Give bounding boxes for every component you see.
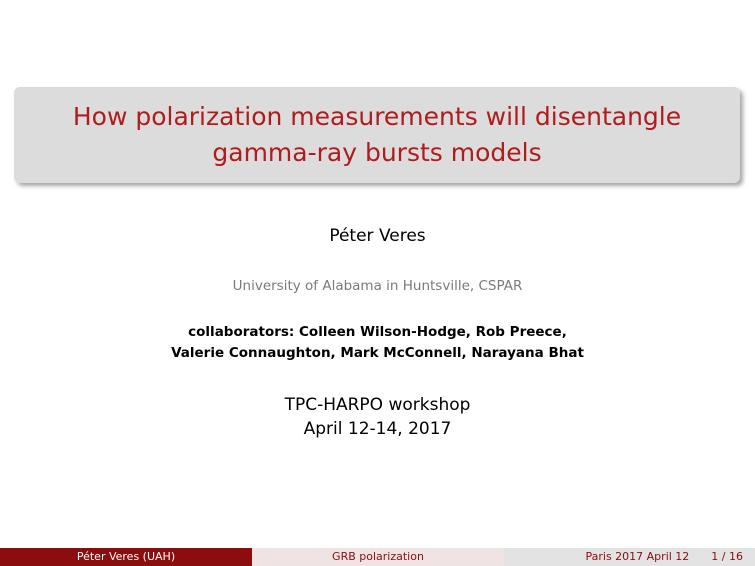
- event-name: TPC-HARPO workshop: [284, 395, 471, 415]
- event: [0, 393, 755, 441]
- footer-page-number: 1 / 16: [711, 550, 743, 563]
- footer-venue-date: Paris 2017 April 12: [585, 550, 690, 563]
- footer-right: [504, 548, 755, 566]
- event-date: April 12-14, 2017: [303, 419, 452, 439]
- footer-short-title: GRB polarization: [252, 548, 504, 566]
- footer-author: Péter Veres (UAH): [0, 548, 252, 566]
- collaborators-line-2: Valerie Connaughton, Mark McConnell, Narayana Bhat: [171, 345, 584, 361]
- collaborators: [0, 322, 755, 364]
- title-line-1: How polarization measurements will disentangle: [72, 102, 682, 131]
- institute: University of Alabama in Huntsville, CSPAR: [232, 278, 523, 294]
- title-box: [14, 87, 740, 183]
- author: Péter Veres: [329, 226, 426, 246]
- title-line-2: gamma-ray bursts models: [212, 138, 542, 167]
- footer-bar: [0, 548, 755, 566]
- collaborators-line-1: collaborators: Colleen Wilson-Hodge, Rob Preece,: [188, 324, 567, 340]
